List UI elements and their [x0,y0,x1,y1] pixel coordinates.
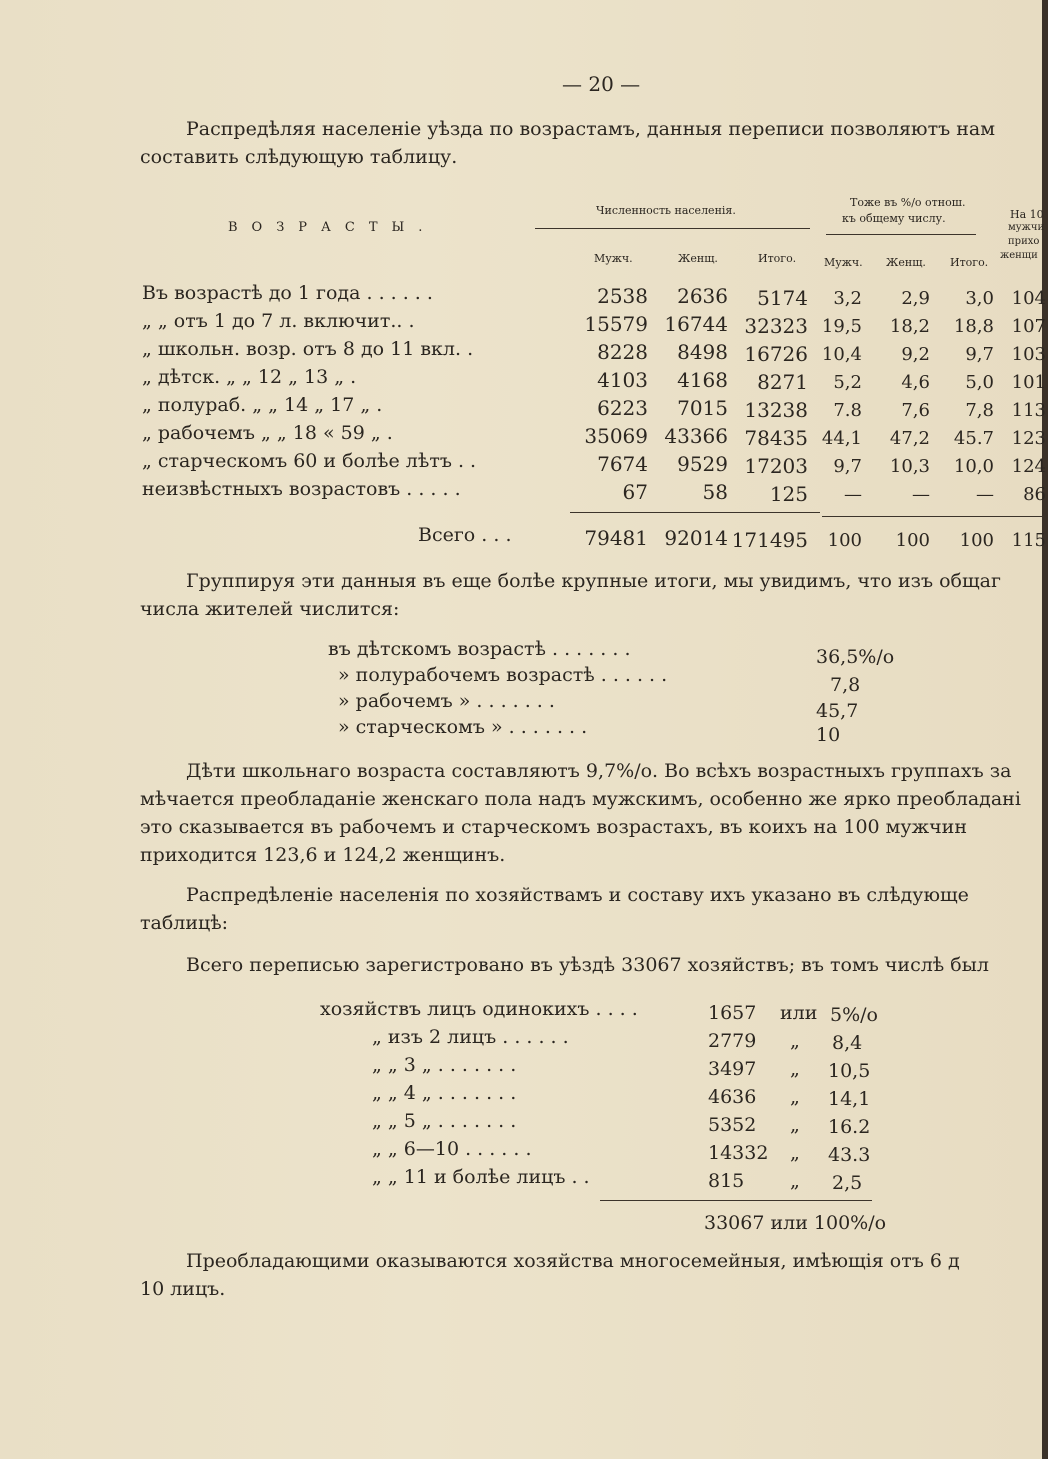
household-row-count: 815 [708,1170,745,1192]
closing-line-2: 10 лицъ. [140,1278,226,1300]
age-row-pct-female: 2,9 [901,288,930,309]
age-row-label: Въ возрастѣ до 1 года . . . . . . [142,282,433,304]
household-row-count: 3497 [708,1058,757,1080]
age-row-pct-male: 19,5 [821,316,862,337]
header-population-rule [535,228,810,229]
household-row-count: 2779 [708,1030,757,1052]
household-row-pct: 8,4 [832,1032,863,1054]
page-number: — 20 — [562,72,641,96]
col-header-pct-total: Итого. [950,256,989,269]
group-row-value: 36,5%/о [816,646,895,668]
household-row-count: 14332 [708,1142,769,1164]
age-row-pct-total: 9,7 [965,344,994,365]
age-row-female: 58 [702,480,728,504]
household-row-sep: „ [790,1142,800,1164]
age-row-female: 43366 [664,424,728,448]
group-row-value: 10 [816,724,841,746]
total-rule-left [570,512,820,513]
total-male: 79481 [584,526,648,550]
header-percent-rule [826,234,976,235]
age-row-pct-female: — [912,484,930,505]
age-row-per100: 123 [1011,428,1046,449]
household-row-sep: „ [790,1086,800,1108]
household-row-sep: „ [790,1058,800,1080]
children-para-line-1: Дѣти школьнаго возраста составляютъ 9,7%/о. Во всѣхъ возрастныхъ группахъ за [186,760,1012,782]
age-row-total: 8271 [757,370,808,394]
household-row-label: „ изъ 2 лицъ . . . . . . [372,1026,569,1048]
age-row-per100: 113 [1011,400,1046,421]
age-row-total: 5174 [757,286,808,310]
age-row-male: 7674 [597,452,648,476]
age-row-total: 13238 [744,398,808,422]
age-row-pct-total: 7,8 [965,400,994,421]
group-para-line-1: Группируя эти данныя въ еще болѣе крупные итоги, мы увидимъ, что изъ общаг [186,570,1001,592]
age-row-label: „ „ отъ 1 до 7 л. включит.. . [142,310,415,332]
group-row-value: 7,8 [830,674,861,696]
age-row-pct-total: — [976,484,994,505]
header-population: Численность населенія. [596,204,736,217]
household-row-label: „ „ 6—10 . . . . . . [372,1138,532,1160]
household-row-label: „ „ 3 „ . . . . . . . [372,1054,517,1076]
intro-line-2: составить слѣдующую таблицу. [140,146,458,168]
household-row-pct: 43.3 [828,1144,871,1166]
total-pct-female: 100 [895,530,930,551]
group-row-label: въ дѣтскомъ возрастѣ . . . . . . . [328,638,631,660]
household-row-pct: 10,5 [828,1060,871,1082]
age-row-male: 6223 [597,396,648,420]
group-row-label: » старческомъ » . . . . . . . [338,716,588,738]
age-row-pct-female: 18,2 [889,316,930,337]
header-ages: ВОЗРАСТЫ. [228,220,437,235]
age-row-label: неизвѣстныхъ возрастовъ . . . . . [142,478,461,500]
household-sum: 33067 или 100%/о [704,1212,887,1234]
col-header-pct-male: Мужч. [824,256,863,269]
age-row-pct-male: 3,2 [833,288,862,309]
age-row-pct-female: 47,2 [889,428,930,449]
header-per100-3: прихо [1008,236,1040,247]
household-row-count: 1657 [708,1002,757,1024]
children-para-line-2: мѣчается преобладаніе женскаго пола надъ мужскимъ, особенно же ярко преобладані [140,788,1021,810]
closing-line-1: Преобладающими оказываются хозяйства многосемейныя, имѣющія отъ 6 д [186,1250,960,1272]
household-row-sep: или [780,1002,818,1024]
household-intro-line-2: таблицѣ: [140,912,229,934]
age-row-total: 16726 [744,342,808,366]
header-per100-1: На 10 [1010,208,1044,221]
age-row-pct-female: 4,6 [901,372,930,393]
household-row-pct: 14,1 [828,1088,871,1110]
total-pct-male: 100 [827,530,862,551]
children-para-line-3: это сказывается въ рабочемъ и старческомъ возрастахъ, въ коихъ на 100 мужчин [140,816,967,838]
age-row-female: 8498 [677,340,728,364]
age-row-pct-female: 7,6 [901,400,930,421]
household-row-label: „ „ 5 „ . . . . . . . [372,1110,517,1132]
age-row-male: 67 [622,480,648,504]
group-para-line-2: числа жителей числится: [140,598,400,620]
age-row-pct-male: 44,1 [821,428,862,449]
group-row-label: » рабочемъ » . . . . . . . [338,690,555,712]
household-row-label: „ „ 4 „ . . . . . . . [372,1082,517,1104]
age-row-male: 35069 [584,424,648,448]
household-row-sep: „ [790,1114,800,1136]
age-row-per100: 101 [1011,372,1046,393]
age-row-pct-total: 3,0 [965,288,994,309]
household-row-label: хозяйствъ лицъ одинокихъ . . . . [320,998,638,1020]
header-percent-line1: Тоже въ %/о отнош. [850,196,966,209]
age-row-total: 78435 [744,426,808,450]
age-row-female: 7015 [677,396,728,420]
age-row-pct-male: 7.8 [833,400,862,421]
intro-line-1: Распредѣляя населеніе уѣзда по возрастамъ, данныя переписи позволяютъ нам [186,118,995,140]
total-per100: 115 [1011,530,1046,551]
household-row-pct: 16.2 [828,1116,871,1138]
age-row-female: 16744 [664,312,728,336]
age-row-pct-male: 5,2 [833,372,862,393]
total-label: Всего . . . [418,524,512,546]
col-header-total: Итого. [758,252,797,265]
age-row-label: „ дѣтск. „ „ 12 „ 13 „ . [142,366,357,388]
age-row-male: 2538 [597,284,648,308]
age-row-per100: 86 [1023,484,1046,505]
total-rule-right [822,516,1044,517]
age-row-total: 32323 [744,314,808,338]
col-header-pct-female: Женщ. [886,256,926,269]
age-row-per100: 103 [1011,344,1046,365]
age-row-female: 2636 [677,284,728,308]
children-para-line-4: приходится 123,6 и 124,2 женщинъ. [140,844,506,866]
age-row-per100: 104 [1011,288,1046,309]
household-row-sep: „ [790,1030,800,1052]
household-row-count: 4636 [708,1086,757,1108]
household-sum-rule [600,1200,872,1201]
age-row-male: 4103 [597,368,648,392]
age-row-pct-total: 45.7 [953,428,994,449]
age-row-male: 8228 [597,340,648,364]
age-row-pct-total: 5,0 [965,372,994,393]
age-row-pct-female: 9,2 [901,344,930,365]
household-total-line: Всего переписью зарегистровано въ уѣздѣ 33067 хозяйствъ; въ томъ числѣ был [186,954,989,976]
age-row-pct-female: 10,3 [889,456,930,477]
age-row-female: 4168 [677,368,728,392]
age-row-pct-male: — [844,484,862,505]
age-row-female: 9529 [677,452,728,476]
age-row-label: „ рабочемъ „ „ 18 « 59 „ . [142,422,393,444]
header-percent-line2: къ общему числу. [842,212,946,225]
total-all: 171495 [731,528,808,552]
age-row-label: „ старческомъ 60 и болѣе лѣтъ . . [142,450,477,472]
age-row-per100: 124 [1011,456,1046,477]
age-row-total: 125 [769,482,808,506]
total-female: 92014 [664,526,728,550]
age-row-label: „ полураб. „ „ 14 „ 17 „ . [142,394,383,416]
household-row-sep: „ [790,1170,800,1192]
age-row-male: 15579 [584,312,648,336]
header-per100-4: женщи [1000,250,1038,261]
total-pct-total: 100 [959,530,994,551]
age-row-pct-total: 10,0 [953,456,994,477]
age-row-pct-total: 18,8 [953,316,994,337]
household-row-pct: 2,5 [832,1172,863,1194]
age-row-pct-male: 10,4 [821,344,862,365]
age-row-label: „ школьн. возр. отъ 8 до 11 вкл. . [142,338,474,360]
group-row-label: » полурабочемъ возрастѣ . . . . . . [338,664,668,686]
household-intro-line-1: Распредѣленіе населенія по хозяйствамъ и составу ихъ указано въ слѣдующе [186,884,969,906]
household-row-pct: 5%/о [830,1004,878,1026]
age-row-pct-male: 9,7 [833,456,862,477]
age-row-total: 17203 [744,454,808,478]
age-row-per100: 107 [1011,316,1046,337]
group-row-value: 45,7 [816,700,859,722]
col-header-female: Женщ. [678,252,718,265]
col-header-male: Мужч. [594,252,633,265]
household-row-count: 5352 [708,1114,757,1136]
household-row-label: „ „ 11 и болѣе лицъ . . [372,1166,590,1188]
header-per100-2: мужчи [1008,222,1045,233]
